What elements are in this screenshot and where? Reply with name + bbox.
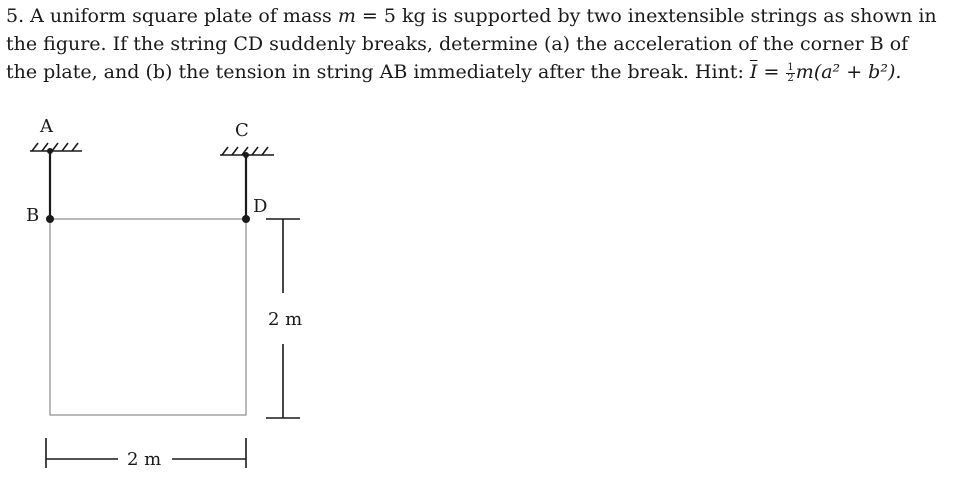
fraction-denominator: 2 xyxy=(787,72,794,84)
label-d: D xyxy=(253,196,268,217)
label-c: C xyxy=(235,120,249,141)
height-dimension-label: 2 m xyxy=(268,309,303,330)
problem-text: the plate, and (b) the tension in string AB immediately after the break. Hint: xyxy=(6,61,750,83)
fraction-numerator: 1 xyxy=(787,61,794,73)
problem-text: 5. A uniform square plate of mass xyxy=(6,5,338,27)
hint-inertia-symbol: $\overline{I}$ xyxy=(749,61,758,83)
mass-variable: m xyxy=(337,5,356,27)
corner-b xyxy=(46,215,54,223)
problem-text: the figure. If the string CD suddenly breaks, determine (a) the acceleration of the corner B of xyxy=(6,33,909,55)
support-a xyxy=(30,143,82,151)
hint-expression: (a² + b²). xyxy=(813,61,902,83)
hint-equals: = xyxy=(757,61,786,83)
problem-text: = 5 kg is supported by two inextensible strings as shown in xyxy=(355,5,937,27)
label-b: B xyxy=(26,205,40,226)
label-a: A xyxy=(40,116,53,137)
corner-d xyxy=(242,215,250,223)
square-plate xyxy=(50,219,246,415)
hint-mass-variable: m xyxy=(795,61,814,83)
width-dimension-label: 2 m xyxy=(127,449,162,470)
